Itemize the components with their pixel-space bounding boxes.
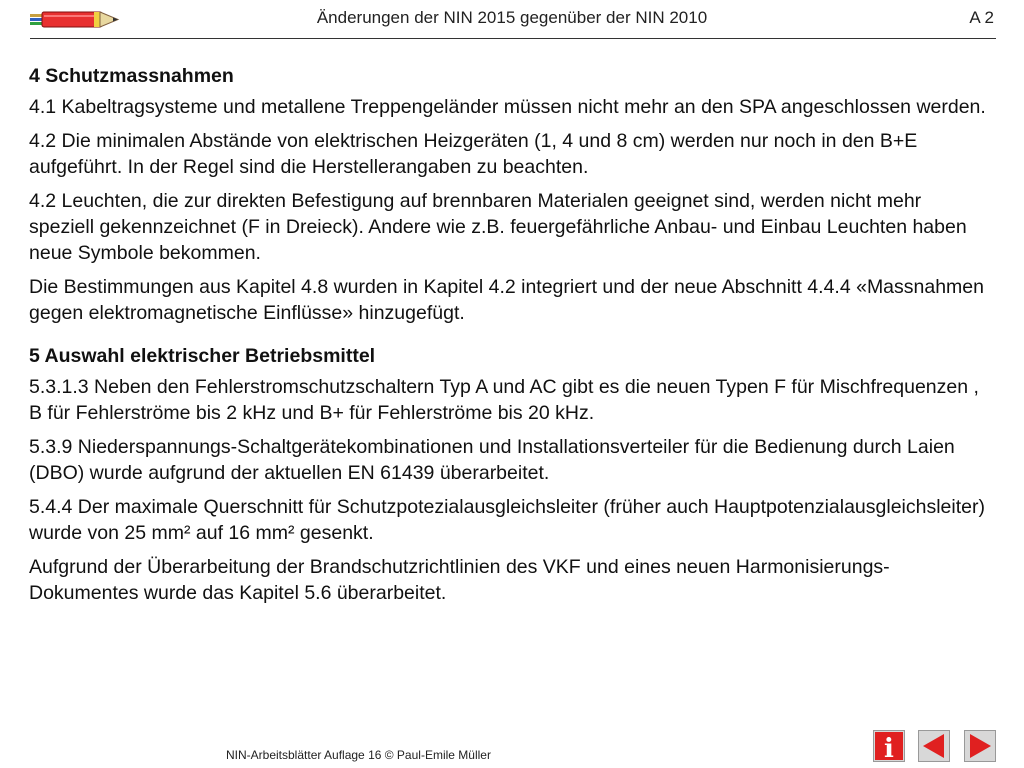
section-auswahl-betriebsmittel	[29, 344, 989, 606]
previous-button[interactable]	[918, 730, 950, 762]
next-button[interactable]	[964, 730, 996, 762]
slide-code: A 2	[969, 8, 994, 27]
header-divider	[30, 38, 996, 39]
paragraph: 5.3.9 Niederspannungs-Schaltgerätekombinationen und Installationsverteiler für die Bedienung durch Laien (DBO) wurde aufgrund der aktuellen EN 61439 überarbeitet.	[29, 436, 955, 484]
paragraph: 5.4.4 Der maximale Querschnitt für Schutzpotezialausgleichsleiter (früher auch Hauptpotenzialausgleichsleiter) wurde von 25 mm² auf 16 mm² gesenkt.	[29, 496, 985, 544]
section-heading: 4 Schutzmassnahmen	[29, 65, 234, 87]
section-schutzmassnahmen	[29, 64, 989, 326]
paragraph: Aufgrund der Überarbeitung der Brandschutzrichtlinien des VKF und eines neuen Harmonisierungs-Dokumentes wurde das Kapitel 5.6 überarbeitet.	[29, 556, 890, 604]
info-button[interactable]	[873, 730, 905, 762]
page-title: Änderungen der NIN 2015 gegenüber der NIN 2010	[316, 8, 708, 27]
paragraph: 4.1 Kabeltragsysteme und metallene Treppengeländer müssen nicht mehr an den SPA angeschlossen werden.	[29, 96, 986, 118]
paragraph: 4.2 Leuchten, die zur direkten Befestigung auf brennbaren Materialen geeignet sind, werden nicht mehr speziell gekennzeichnet (F in Dreieck). Andere wie z.B. feuergefährliche Anbau- und Einbau Leuchten haben neue Symbole bekommen.	[29, 190, 967, 264]
paragraph: Die Bestimmungen aus Kapitel 4.8 wurden in Kapitel 4.2 integriert und der neue Abschnitt 4.4.4 «Massnahmen gegen elektromagnetische Einflüsse» hinzugefügt.	[29, 276, 984, 324]
section-heading: 5 Auswahl elektrischer Betriebsmittel	[29, 345, 376, 367]
info-icon: i	[884, 734, 894, 762]
paragraph: 4.2 Die minimalen Abstände von elektrischen Heizgeräten (1, 4 und 8 cm) werden nur noch in den B+E aufgeführt. In der Regel sind die Herstellerangaben zu beachten.	[29, 130, 918, 178]
content-body	[29, 64, 989, 614]
footer-credit: NIN-Arbeitsblätter Auflage 16 © Paul-Emile Müller	[226, 748, 491, 762]
paragraph: 5.3.1.3 Neben den Fehlerstromschutzschaltern Typ A und AC gibt es die neuen Typen F für Mischfrequenzen , B für Fehlerströme bis 2 kHz und B+ für Fehlerströme bis 20 kHz.	[29, 376, 979, 424]
